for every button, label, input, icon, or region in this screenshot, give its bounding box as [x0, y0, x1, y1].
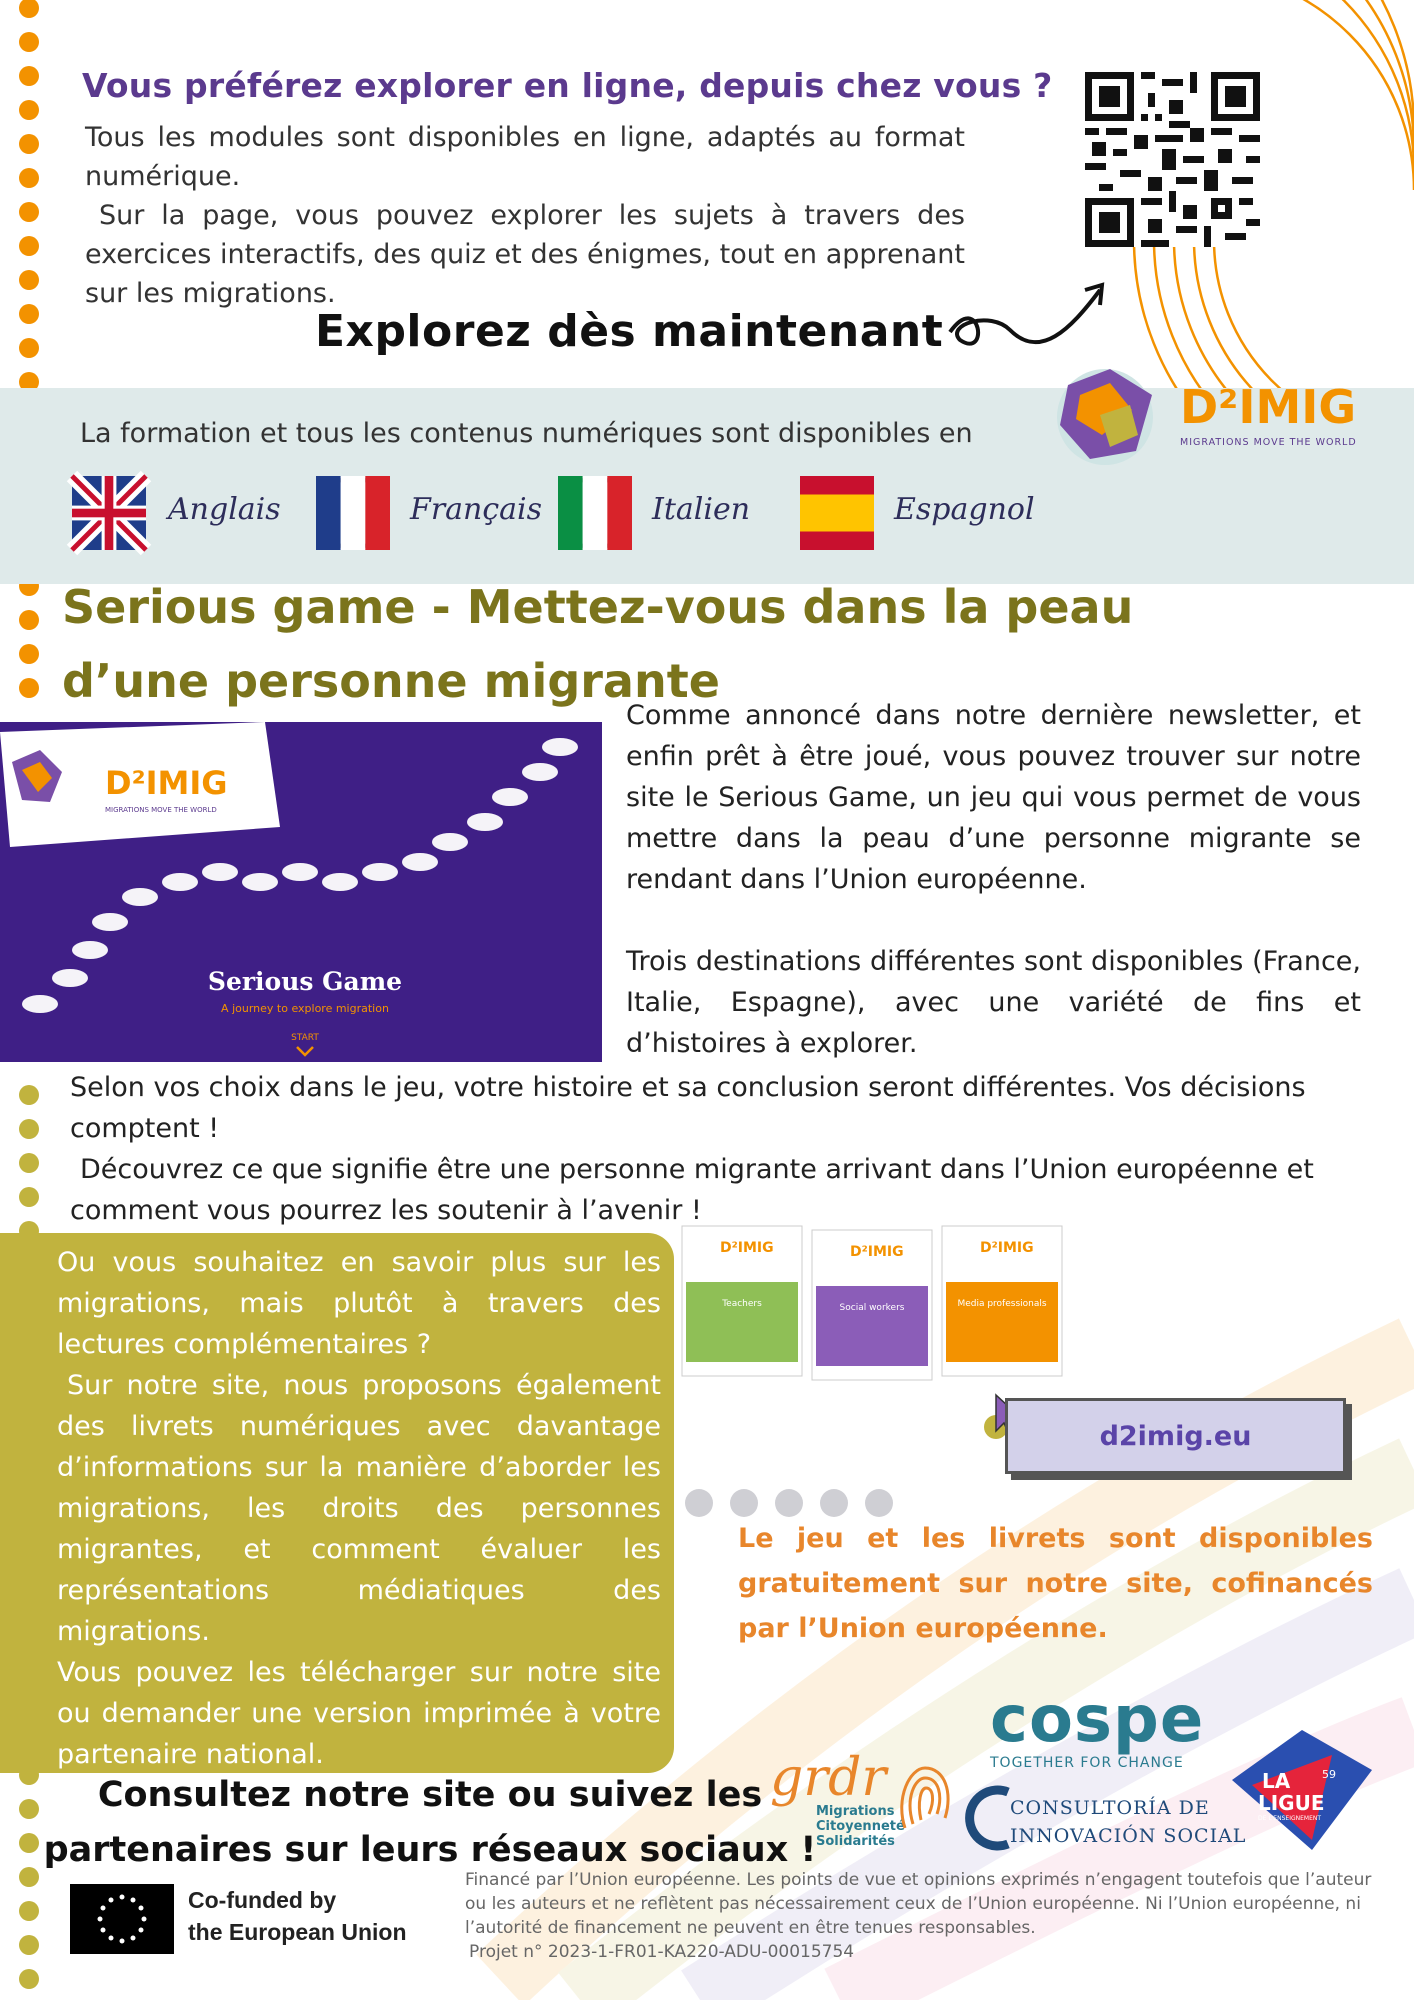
eu-cofunded-label: [188, 1884, 407, 1948]
game-start: START: [291, 1033, 319, 1043]
booklet-teachers-label: Teachers: [722, 1299, 762, 1309]
eu-line-1: Co-funded by: [188, 1887, 337, 1913]
game-logo-wordmark: D²IMIG: [105, 764, 228, 802]
ligue-enseignement-logo[interactable]: [1222, 1730, 1382, 1860]
lang-label-french: Français: [410, 492, 543, 527]
grdr-logo[interactable]: [770, 1748, 960, 1849]
booklets-description: [57, 1242, 661, 1775]
website-link[interactable]: d2imig.eu: [1005, 1398, 1346, 1474]
booklets-para-3: Vous pouvez les télécharger sur notre site ou demander une version imprimée à votre partenaire national.: [57, 1657, 661, 1770]
disclaimer-text: Financé par l’Union européenne. Les points de vue et opinions exprimés n’engagent toutefois que l’auteur ou les auteurs et ne reflètent pas nécessairement ceux de l’Union européenne. Ni l’Union européenne, ni l’autorité de financement ne peuvent en être tenues responsables.: [465, 1870, 1372, 1938]
orange-dot-border: [14, 0, 44, 720]
cospe-wordmark: cospe: [990, 1683, 1205, 1757]
grdr-tag-2: Citoyenneté: [816, 1819, 905, 1834]
ligue-word-2: LIGUE: [1258, 1791, 1325, 1815]
explore-cta[interactable]: Explorez dès maintenant: [315, 306, 944, 357]
lang-item-spanish[interactable]: [800, 476, 874, 550]
project-number: Projet n° 2023-1-FR01-KA220-ADU-00015754: [469, 1942, 855, 1962]
ligue-word-1: LA: [1262, 1769, 1291, 1793]
lang-item-italian[interactable]: [558, 476, 632, 550]
lang-label-spanish: Espagnol: [894, 492, 1035, 527]
booklet-media-label: Media professionals: [957, 1299, 1047, 1309]
online-title: Vous préférez explorer en ligne, depuis chez vous ?: [82, 66, 1053, 105]
cospe-tagline: TOGETHER FOR CHANGE: [990, 1755, 1184, 1771]
consultoria-line-2: INNOVACIÓN SOCIAL: [1010, 1825, 1247, 1847]
booklet-social-label: Social workers: [839, 1303, 905, 1313]
lang-label-italian: Italien: [652, 492, 751, 527]
grdr-tag-1: Migrations: [816, 1804, 895, 1819]
grey-dot-row: [684, 1488, 914, 1518]
eu-flag-icon: [70, 1884, 174, 1954]
serious-game-screenshot[interactable]: [0, 722, 602, 1062]
eu-disclaimer: [465, 1868, 1375, 1964]
serious-para-1: Comme annoncé dans notre dernière newsletter, et enfin prêt à être joué, vous pouvez trouver sur notre site le Serious Game, un jeu qui vous permet de vous mettre dans la peau d’une personne migrante se rendant dans l’Union européenne.: [626, 700, 1361, 895]
booklet-teachers-logo: D²IMIG: [720, 1240, 774, 1256]
logo-tagline: MIGRATIONS MOVE THE WORLD: [1180, 437, 1357, 448]
fingerprint-icon: [895, 1758, 955, 1838]
france-flag-icon: [316, 476, 390, 550]
grdr-tagline: [816, 1804, 905, 1849]
booklet-covers[interactable]: [680, 1222, 1080, 1382]
serious-game-description: [626, 695, 1361, 1064]
consultoria-line-1: CONSULTORÍA DE: [1010, 1797, 1210, 1819]
d2imig-logo: [1040, 355, 1380, 475]
qr-code[interactable]: [1085, 72, 1260, 247]
booklet-social-logo: D²IMIG: [850, 1244, 904, 1260]
consultoria-logo[interactable]: [968, 1782, 1247, 1852]
booklet-media-logo: D²IMIG: [980, 1240, 1034, 1256]
grdr-wordmark: grdr: [770, 1748, 887, 1808]
eu-line-2: the European Union: [188, 1919, 407, 1945]
online-para-1: Tous les modules sont disponibles en ligne, adaptés au format numérique.: [85, 122, 965, 192]
game-logo-tagline: MIGRATIONS MOVE THE WORLD: [105, 806, 217, 814]
cospe-logo[interactable]: [990, 1683, 1205, 1771]
game-title: Serious Game: [207, 967, 403, 996]
lang-label-english: Anglais: [168, 492, 281, 527]
serious-para-4: Découvrez ce que signifie être une personne migrante arrivant dans l’Union européenne et comment vous pourrez les soutenir à l’avenir !: [70, 1154, 1314, 1226]
italy-flag-icon: [558, 476, 632, 550]
ligue-number: 59: [1322, 1768, 1336, 1781]
booklets-para-2: Sur notre site, nous proposons également des livrets numériques avec davantage d’informations sur la manière d’aborder les migrations, les droits des personnes migrantes, et comment évaluer les représentations médiatiques des migrations.: [57, 1370, 661, 1647]
uk-flag-icon: [72, 476, 146, 550]
free-availability-text: Le jeu et les livrets sont disponibles gratuitement sur notre site, cofinancés par l’Union européenne.: [738, 1523, 1373, 1644]
booklets-para-1: Ou vous souhaitez en savoir plus sur les migrations, mais plutôt à travers des lectures complémentaires ?: [57, 1247, 661, 1360]
online-description: [85, 118, 965, 313]
online-para-2: Sur la page, vous pouvez explorer les sujets à travers des exercices interactifs, des quiz et des énigmes, tout en apprenant sur les migrations.: [85, 200, 965, 309]
spain-flag-icon: [800, 476, 874, 550]
ligue-tagline: DE L'ENSEIGNEMENT: [1258, 1815, 1322, 1822]
choices-text: [70, 1067, 1360, 1231]
lang-item-french[interactable]: [316, 476, 390, 550]
serious-game-title: Serious game - Mettez-vous dans la peau d’une personne migrante: [62, 580, 1134, 708]
grdr-tag-3: Solidarités: [816, 1834, 895, 1849]
game-subtitle: A journey to explore migration: [221, 1002, 389, 1015]
serious-para-3: Selon vos choix dans le jeu, votre histoire et sa conclusion seront différentes. Vos décisions comptent !: [70, 1072, 1306, 1144]
follow-us-heading: Consultez notre site ou suivez les partenaires sur leurs réseaux sociaux !: [43, 1775, 817, 1870]
lang-item-english[interactable]: [72, 476, 146, 550]
logo-wordmark: D²IMIG: [1180, 380, 1357, 434]
serious-para-2: Trois destinations différentes sont disponibles (France, Italie, Espagne), avec une variété de fins et d’histoires à explorer.: [626, 946, 1361, 1059]
languages-intro: La formation et tous les contenus numériques sont disponibles en: [80, 418, 973, 449]
